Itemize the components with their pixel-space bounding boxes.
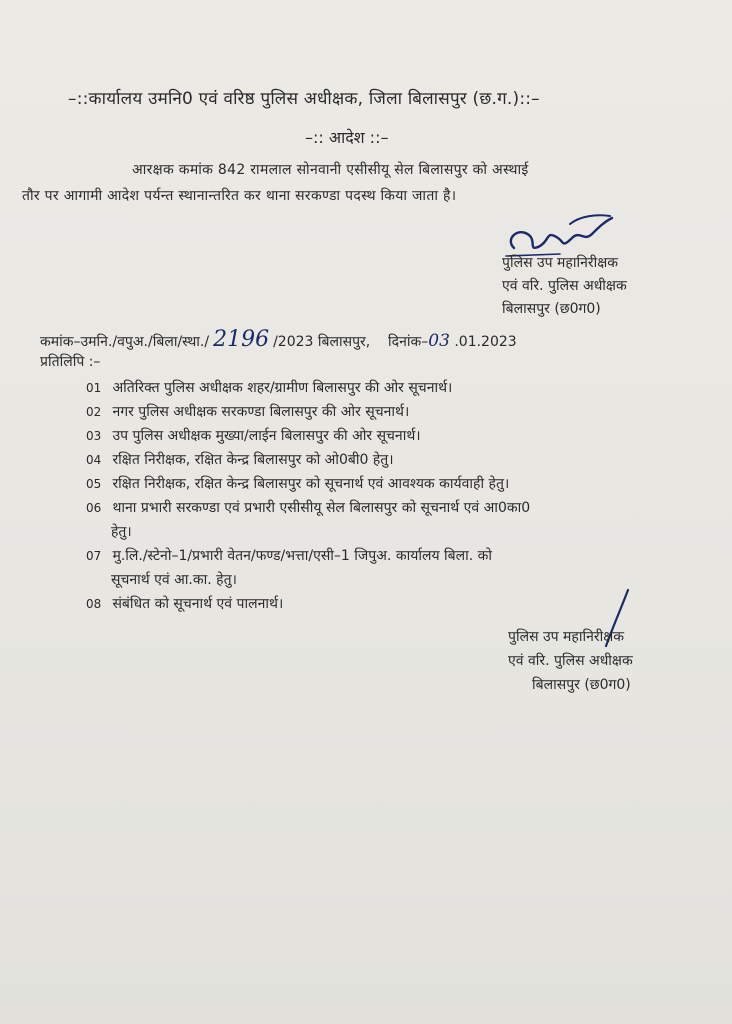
date-day-handwritten: 03: [428, 331, 450, 351]
order-body-line-2: तौर पर आगामी आदेश पर्यन्त स्थानान्तरित कर थाना सरकण्डा पदस्थ किया जाता है।: [22, 188, 457, 204]
order-body-line-1: आरक्षक कमांक 842 रामलाल सोनवानी एसीसीयू सेल बिलासपुर को अस्थाई: [132, 162, 529, 178]
list-item: [86, 544, 530, 568]
reference-prefix: कमांक–उमनि./वपुअ./बिला/स्था./: [40, 334, 210, 350]
reference-line: [40, 327, 517, 352]
list-item-number: 04: [86, 453, 102, 467]
date-prefix: दिनांक–: [388, 334, 429, 350]
list-item-text: अतिरिक्त पुलिस अधीक्षक शहर/ग्रामीण बिलासपुर की ओर सूचनार्थ।: [112, 380, 453, 396]
list-item-text: रक्षित निरीक्षक, रक्षित केन्द्र बिलासपुर को ओ0बी0 हेतु।: [112, 452, 394, 468]
list-item: [86, 592, 530, 616]
list-item-number: 07: [86, 549, 102, 563]
list-item-number: 03: [86, 429, 102, 443]
date-suffix: .01.2023: [454, 334, 517, 350]
copies-list: [86, 376, 530, 616]
copies-label: प्रतिलिपि :–: [40, 354, 101, 370]
signature-top-designation: एवं वरि. पुलिस अधीक्षक: [502, 278, 627, 294]
list-item-continuation: हेतु।: [111, 524, 132, 540]
list-item-number: 06: [86, 501, 102, 515]
list-item: [86, 376, 530, 400]
list-item-text: नगर पुलिस अधीक्षक सरकण्डा बिलासपुर की ओर सूचनार्थ।: [112, 404, 410, 420]
list-item: [86, 400, 530, 424]
list-item-number: 01: [86, 381, 102, 395]
list-item-text: थाना प्रभारी सरकण्डा एवं प्रभारी एसीसीयू सेल बिलासपुर को सूचनार्थ एवं आ0का0: [112, 500, 531, 516]
reference-number-handwritten: 2196: [213, 327, 270, 352]
signature-top-title: पुलिस उप महानिरीक्षक: [502, 255, 619, 271]
reference-suffix: /2023 बिलासपुर,: [273, 334, 371, 350]
list-item-continuation: सूचनार्थ एवं आ.का. हेतु।: [111, 572, 237, 588]
signature-bottom-title: पुलिस उप महानिरीक्षक: [508, 629, 625, 645]
list-item-number: 02: [86, 405, 102, 419]
signature-block-bottom: [508, 625, 633, 697]
list-item: [86, 424, 530, 448]
list-item-text: संबंधित को सूचनार्थ एवं पालनार्थ।: [112, 596, 284, 612]
list-item: [86, 496, 530, 520]
list-item-text: मु.लि./स्टेनो–1/प्रभारी वेतन/फण्ड/भत्ता/एसी–1 जिपुअ. कार्यालय बिला. को: [112, 548, 493, 564]
list-item: [86, 472, 530, 496]
list-item-text: रक्षित निरीक्षक, रक्षित केन्द्र बिलासपुर को सूचनार्थ एवं आवश्यक कार्यवाही हेतु।: [112, 476, 510, 492]
signature-bottom-location: बिलासपुर (छ0ग0): [532, 677, 631, 693]
list-item-text: उप पुलिस अधीक्षक मुख्या/लाईन बिलासपुर की ओर सूचनार्थ।: [112, 428, 421, 444]
order-title: –:: आदेश ::–: [305, 128, 389, 147]
list-item: [86, 448, 530, 472]
list-item-number: 05: [86, 477, 102, 491]
office-heading: –::कार्यालय उमनि0 एवं वरिष्ठ पुलिस अधीक्षक, जिला बिलासपुर (छ.ग.)::–: [68, 89, 540, 109]
signature-top-location: बिलासपुर (छ0ग0): [502, 301, 601, 317]
signature-block-top: [502, 252, 627, 321]
signature-bottom-designation: एवं वरि. पुलिस अधीक्षक: [508, 653, 633, 669]
list-item-number: 08: [86, 597, 102, 611]
